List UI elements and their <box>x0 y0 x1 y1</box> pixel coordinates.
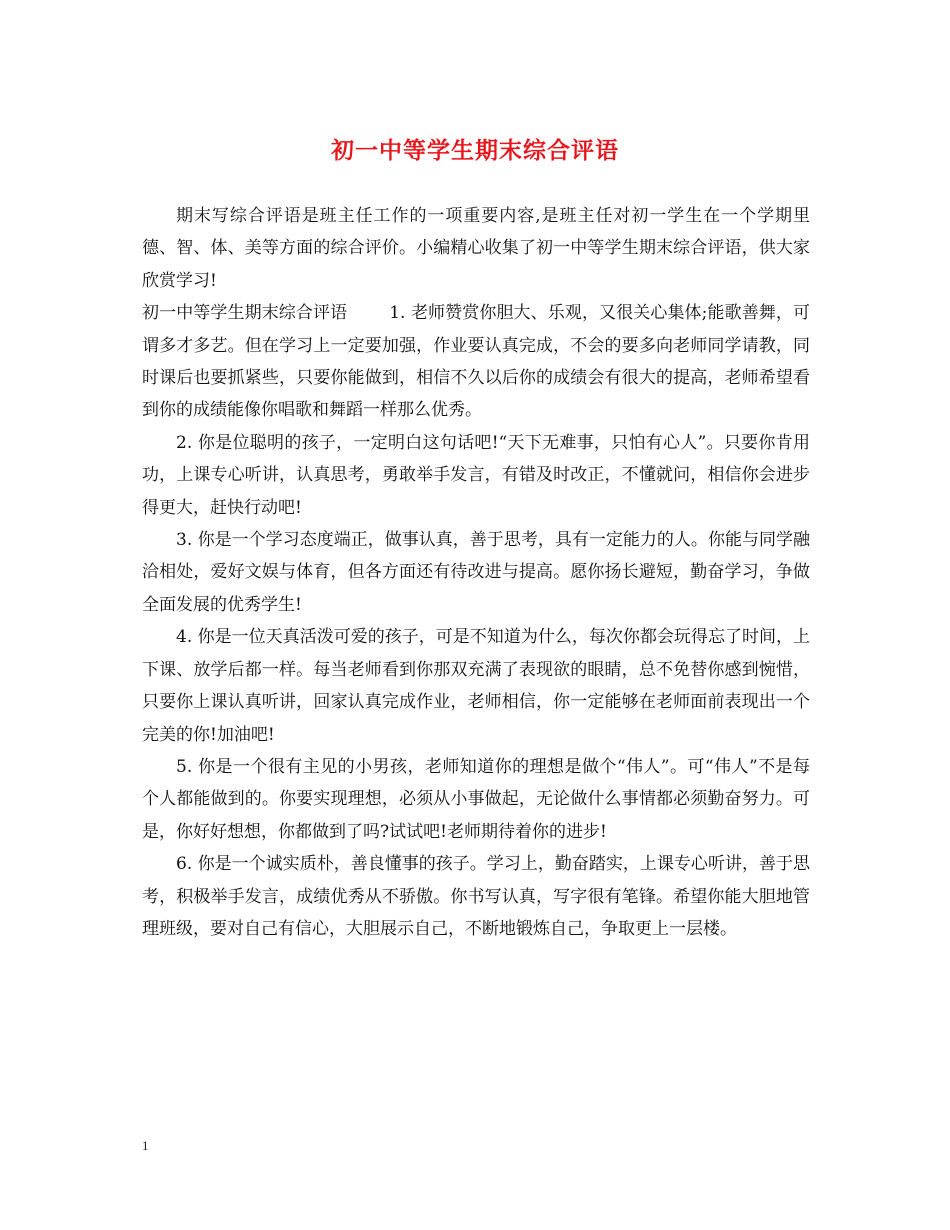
comment-item-6: 6. 你是一个诚实质朴，善良懂事的孩子。学习上，勤奋踏实，上课专心听讲，善于思考，积极举手发言，成绩优秀从不骄傲。你书写认真，写字很有笔锋。希望你能大胆地管理班级，要对自己有信心，大胆展示自己，不断地锻炼自己，争取更上一层楼。 <box>142 854 810 939</box>
intro-paragraph: 期末写综合评语是班主任工作的一项重要内容,是班主任对初一学生在一个学期里德、智、体、美等方面的综合评价。小编精心收集了初一中等学生期末综合评语，供大家欣赏学习! <box>142 206 810 291</box>
comment-item-3: 3. 你是一个学习态度端正，做事认真，善于思考，具有一定能力的人。你能与同学融洽相处，爱好文娱与体育，但各方面还有待改进与提高。愿你扬长避短，勤奋学习，争做全面发展的优秀学生! <box>142 530 810 615</box>
document-title: 初一中等学生期末综合评语 <box>331 137 619 164</box>
page-number: 1 <box>142 1138 149 1153</box>
first-item-paragraph <box>142 297 810 427</box>
section-heading: 初一中等学生期末综合评语 <box>142 303 348 324</box>
comment-item-5: 5. 你是一个很有主见的小男孩，老师知道你的理想是做个“伟人”。可“伟人”不是每个人都能做到的。你要实现理想，必须从小事做起，无论做什么事情都必须勤奋努力。可是，你好好想想，你都做到了吗?试试吧!老师期待着你的进步! <box>142 756 810 842</box>
comment-item-1: 1. 老师赞赏你胆大、乐观，又很关心集体;能歌善舞，可谓多才多艺。但在学习上一定要加强，作业要认真完成，不会的要多向老师同学请教，同时课后也要抓紧些，只要你能做到，相信不久以后你的成绩会有很大的提高，老师希望看到你的成绩能像你唱歌和舞蹈一样那么优秀。 <box>142 303 810 421</box>
comment-item-4: 4. 你是一位天真活泼可爱的孩子，可是不知道为什么，每次你都会玩得忘了时间，上下课、放学后都一样。每当老师看到你那双充满了表现欲的眼睛，总不免替你感到惋惜，只要你上课认真听讲，回家认真完成作业，老师相信，你一定能够在老师面前表现出一个完美的你!加油吧! <box>142 627 810 745</box>
document-body <box>142 200 810 945</box>
comment-item-2: 2. 你是位聪明的孩子，一定明白这句话吧!“天下无难事，只怕有心人”。只要你肯用功，上课专心听讲，认真思考，勇敢举手发言，有错及时改正，不懂就问，相信你会进步得更大，赶快行动吧! <box>142 432 810 518</box>
